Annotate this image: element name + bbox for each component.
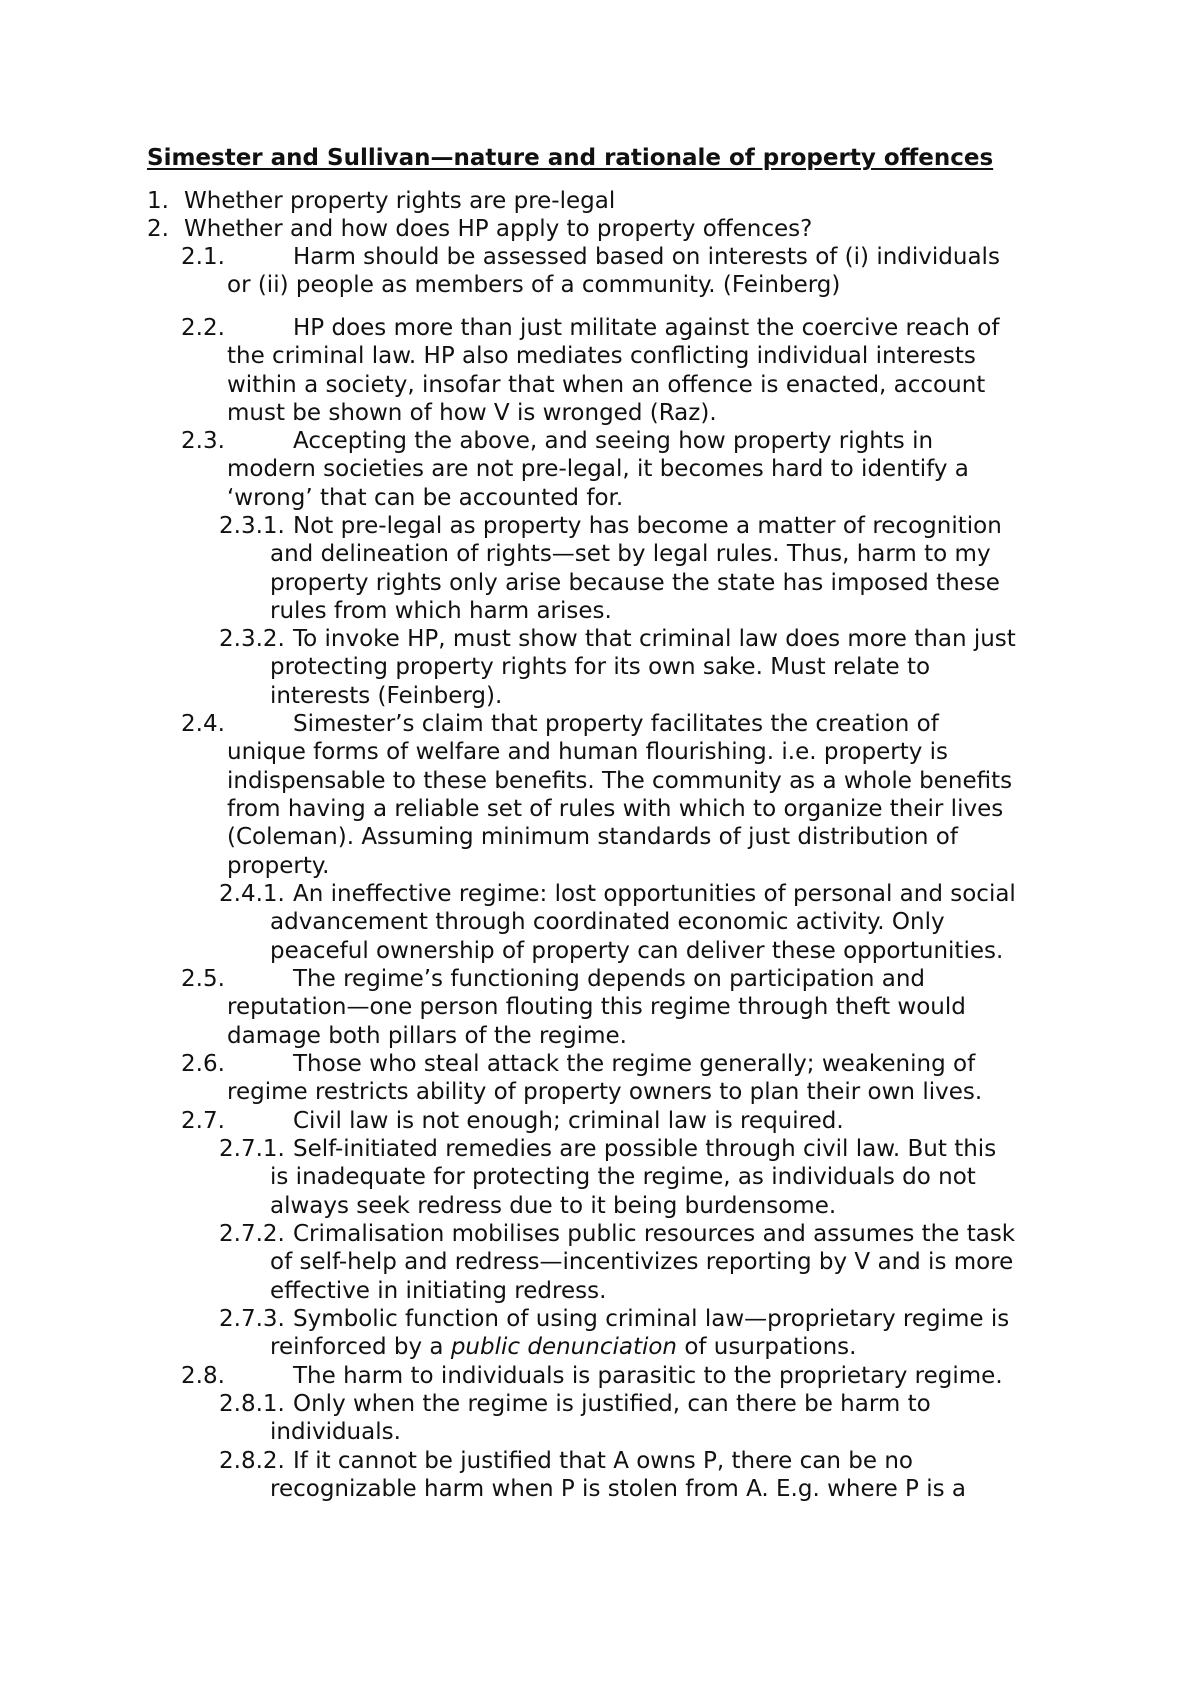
item-text-line: rules from which harm arises.: [270, 597, 612, 624]
item-text-line: Whether property rights are pre-legal: [184, 188, 616, 214]
item-text-line: The harm to individuals is parasitic to the proprietary regime.: [293, 1363, 1003, 1389]
item-text-line: (Coleman). Assuming minimum standards of just distribution of: [227, 824, 958, 851]
item-text-line: individuals.: [270, 1419, 401, 1446]
item-text-line: indispensable to these benefits. The community as a whole benefits: [227, 767, 1013, 794]
item-text-line: Accepting the above, and seeing how property rights in: [293, 428, 934, 454]
item-number: 2.6.: [181, 1051, 225, 1077]
item-number: 2.1.: [181, 244, 225, 270]
item-text-line: Not pre-legal as property has become a matter of recognition: [293, 513, 1002, 539]
item-text-line-mixed: [270, 1333, 856, 1361]
item-text-line: and delineation of rights—set by legal rules. Thus, harm to my: [270, 541, 991, 568]
item-text-line: from having a reliable set of rules with which to organize their lives: [227, 795, 1004, 822]
item-text-line: To invoke HP, must show that criminal law does more than just: [293, 626, 1016, 652]
item-text-line: property rights only arise because the state has imposed these: [270, 569, 1000, 596]
item-text-line: The regime’s functioning depends on participation and: [293, 966, 926, 992]
item-number: 2.4.: [181, 711, 225, 737]
item-text-line: If it cannot be justified that A owns P, there can be no: [293, 1448, 913, 1474]
item-text-line: recognizable harm when P is stolen from A. E.g. where P is a: [270, 1476, 966, 1503]
item-text-line: always seek redress due to it being burdensome.: [270, 1192, 837, 1219]
item-text-line: HP does more than just militate against the coercive reach of: [293, 315, 1000, 341]
item-text-line: unique forms of welfare and human flourishing. i.e. property is: [227, 739, 949, 766]
item-text-line: property.: [227, 852, 330, 879]
item-text-line: damage both pillars of the regime.: [227, 1022, 627, 1049]
item-number: 2.7.3.: [219, 1306, 285, 1332]
item-text-line: Whether and how does HP apply to property offences?: [184, 216, 813, 242]
item-text-line: Symbolic function of using criminal law—proprietary regime is: [293, 1306, 1010, 1332]
item-text-line: the criminal law. HP also mediates conflicting individual interests: [227, 343, 976, 370]
item-text-line: Those who steal attack the regime generally; weakening of: [293, 1051, 976, 1077]
item-number: 2.3.2.: [219, 626, 285, 652]
item-number: 2.2.: [181, 315, 225, 341]
item-text-line: of self-help and redress—incentivizes reporting by V and is more: [270, 1249, 1014, 1276]
italic-phrase: public denunciation: [450, 1334, 678, 1361]
item-number: 2.7.1.: [219, 1136, 285, 1162]
item-text-line: regime restricts ability of property owners to plan their own lives.: [227, 1079, 983, 1106]
item-text-line: peaceful ownership of property can deliver these opportunities.: [270, 937, 1004, 964]
item-text-line: protecting property rights for its own sake. Must relate to: [270, 654, 931, 681]
item-text-line: Only when the regime is justified, can there be harm to: [293, 1391, 931, 1417]
item-number: 2.8.: [181, 1363, 225, 1389]
item-text-line: Civil law is not enough; criminal law is required.: [293, 1108, 844, 1134]
item-number: 2.3.1.: [219, 513, 285, 539]
item-text-line: An ineffective regime: lost opportunities of personal and social: [293, 881, 1016, 907]
item-text-line: ‘wrong’ that can be accounted for.: [227, 484, 624, 511]
item-text-line: or (ii) people as members of a community. (Feinberg): [227, 272, 841, 299]
item-number: 2.3.: [181, 428, 225, 454]
item-text-line: interests (Feinberg).: [270, 682, 503, 709]
item-text-line: Crimalisation mobilises public resources and assumes the task: [293, 1221, 1016, 1247]
item-text-segment: of usurpations.: [677, 1334, 857, 1361]
item-text-line: must be shown of how V is wronged (Raz).: [227, 399, 717, 426]
item-text-line: Harm should be assessed based on interests of (i) individuals: [293, 244, 1000, 270]
item-number: 2.7.2.: [219, 1221, 285, 1247]
item-text-line: effective in initiating redress.: [270, 1277, 607, 1304]
item-text-line: advancement through coordinated economic activity. Only: [270, 909, 945, 936]
item-text-line: Self-initiated remedies are possible through civil law. But this: [293, 1136, 997, 1162]
item-text-line: is inadequate for protecting the regime, as individuals do not: [270, 1164, 976, 1191]
item-number: 2.8.2.: [219, 1448, 285, 1474]
item-number: 2.5.: [181, 966, 225, 992]
item-text-segment: reinforced by a: [270, 1334, 451, 1361]
item-text-line: modern societies are not pre-legal, it becomes hard to identify a: [227, 456, 969, 483]
item-number: 2.8.1.: [219, 1391, 285, 1417]
item-number: 2.4.1.: [219, 881, 285, 907]
item-number: 1.: [147, 188, 169, 214]
item-text-line: reputation—one person flouting this regime through theft would: [227, 994, 966, 1021]
document-title: Simester and Sullivan—nature and rationale of property offences: [147, 145, 994, 171]
item-number: 2.7.: [181, 1108, 225, 1134]
item-text-line: Simester’s claim that property facilitates the creation of: [293, 711, 939, 737]
item-number: 2.: [147, 216, 169, 242]
item-text-line: within a society, insofar that when an offence is enacted, account: [227, 371, 986, 398]
